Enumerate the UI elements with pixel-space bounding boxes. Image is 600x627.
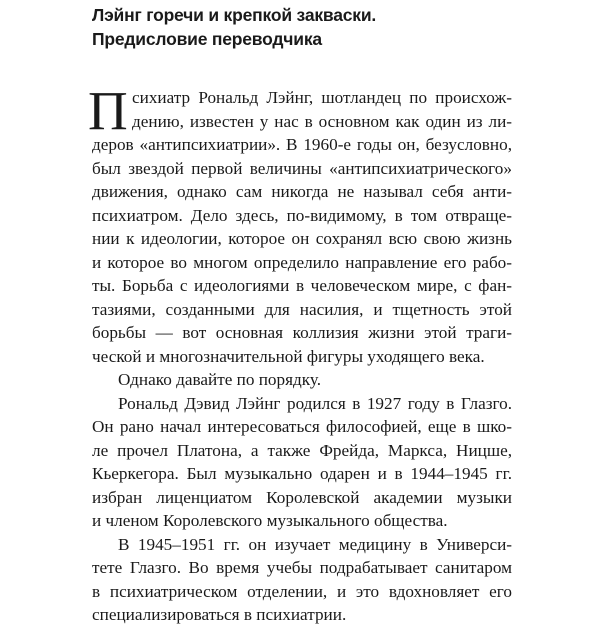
text-line: ле прочел Платона, а также Фрейда, Маркса, Ницше, <box>92 440 512 460</box>
text-line: сихиатр Рональд Лэйнг, шотландец по происхож- <box>132 88 512 107</box>
drop-cap: П <box>88 80 128 141</box>
text-line: тете Глазго. Во время учебы подрабатывает санитаром <box>92 558 512 577</box>
text-line: нии к идеологии, которое он сохранял всю свою жизнь <box>92 229 512 248</box>
text-line: борьбы — вот основная коллизия жизни этой траги- <box>92 323 512 342</box>
text-line: движения, однако сам никогда не называл себя анти- <box>92 182 512 201</box>
text-line: ты. Борьба с идеологиями в человеческом мире, с фан- <box>92 276 512 295</box>
chapter-heading <box>92 3 562 51</box>
text-line: и которое во многом определило направление его рабо- <box>92 252 512 272</box>
text-line: В 1945–1951 гг. он изучает медицину в Универси- <box>118 534 512 554</box>
text-line: в психиатрическом отделении, и это вдохновляет его <box>92 581 512 601</box>
text-line: ческой и многозначительной фигуры уходящего века. <box>92 346 485 366</box>
text-line: специализироваться в психиатрии. <box>92 605 347 624</box>
text-line: психиатром. Дело здесь, по-видимому, в том отвращe- <box>92 205 512 225</box>
body-text <box>88 80 512 627</box>
text-line: Однако давайте по порядку. <box>118 370 322 389</box>
text-line: и членом Королевского музыкального общества. <box>92 511 448 530</box>
heading-line-1: Лэйнг горечи и крепкой закваски. <box>92 5 377 25</box>
text-line: был звездой первой величины «антипсихиатрического» <box>92 158 512 178</box>
text-line: деров «антипсихиатрии». В 1960-е годы он, безусловно, <box>92 135 512 154</box>
text-line: Кьеркегора. Был музыкально одарен и в 1944–1945 гг. <box>92 464 512 483</box>
first-paragraph-opening <box>88 80 512 141</box>
text-line: Рональд Дэвид Лэйнг родился в 1927 году в Глазго. <box>118 393 512 413</box>
text-line: избран лиценциатом Королевской академии музыки <box>92 487 512 507</box>
heading-line-2: Предисловие переводчика <box>92 29 322 49</box>
text-line: тазиями, созданными для насилия, и тщетность этой <box>92 299 512 319</box>
text-line: дению, известен у нас в основном как один из ли- <box>132 111 512 131</box>
text-line: Он рано начал интересоваться философией, еще в шко- <box>92 417 512 436</box>
